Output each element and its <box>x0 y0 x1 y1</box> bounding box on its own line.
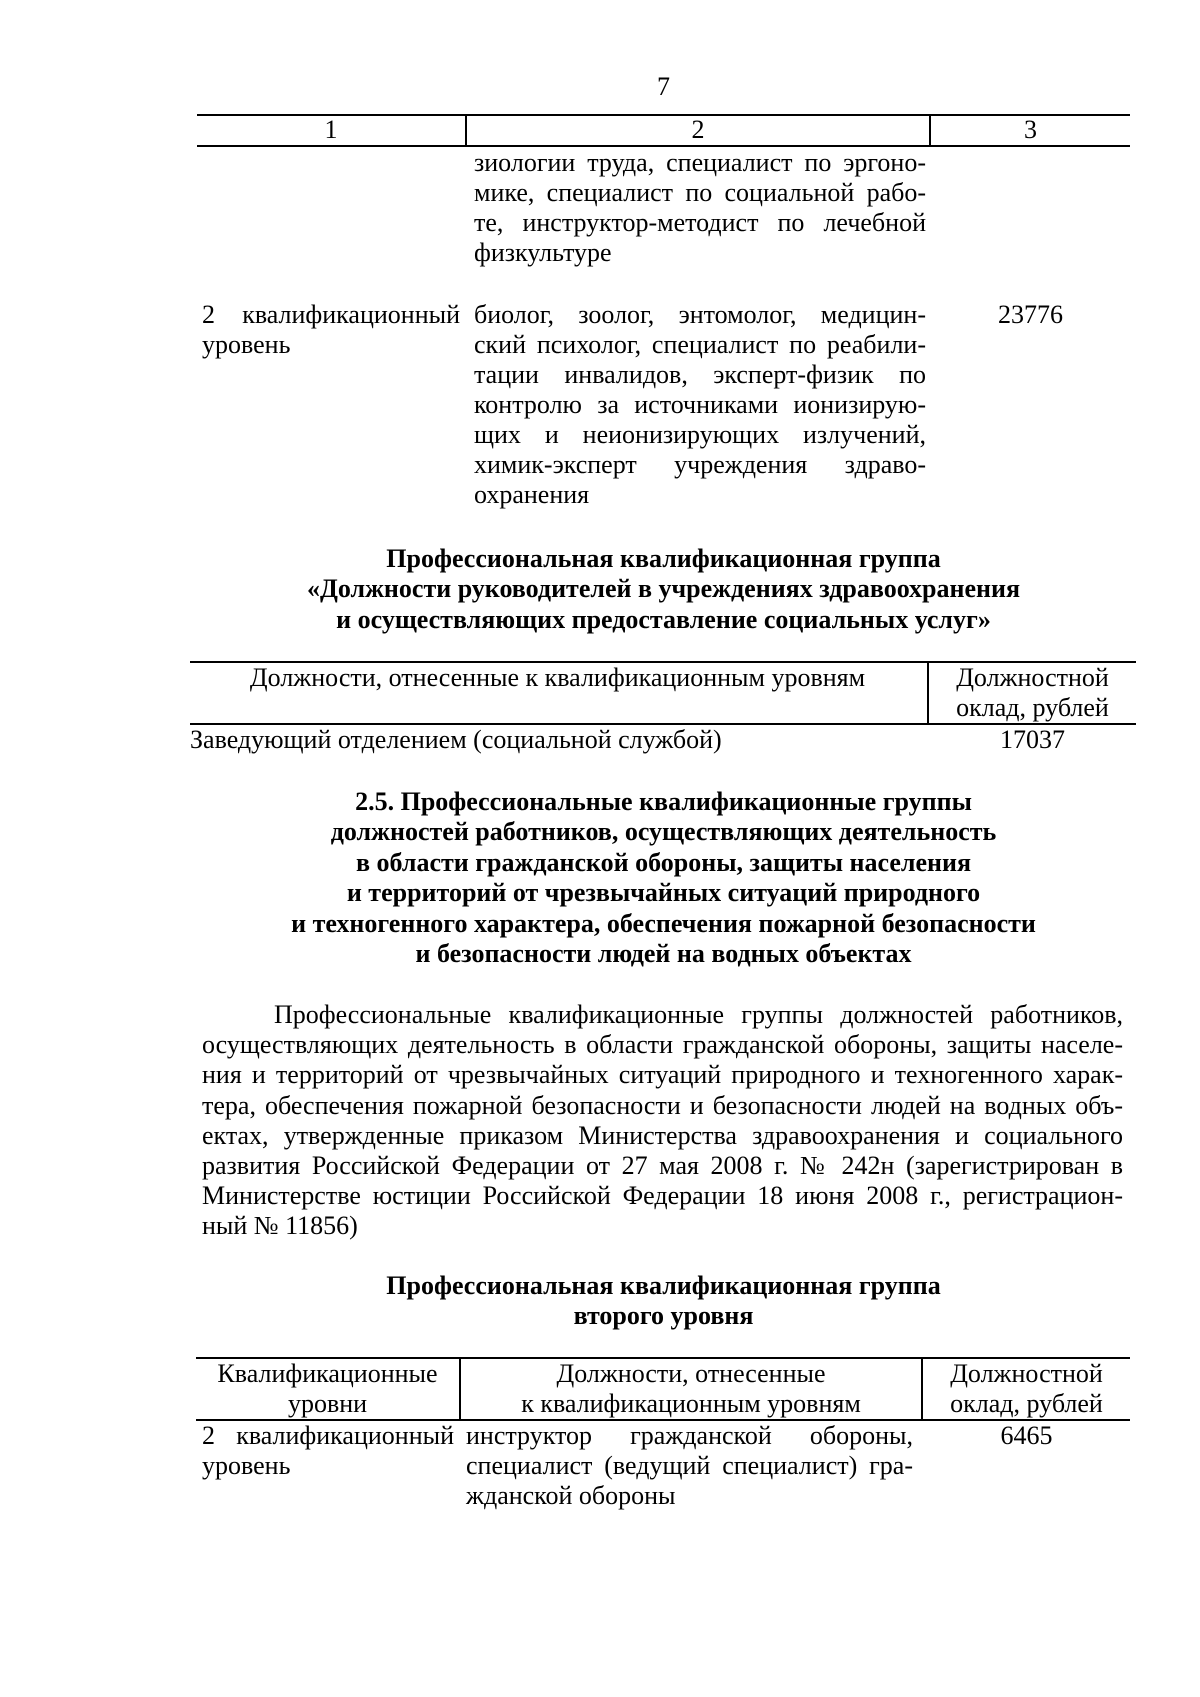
table3-header-salary: Должностной оклад, рублей <box>950 1359 1103 1418</box>
table1-header-col1: 1 <box>324 115 338 144</box>
table2-row-position: Заведующий отделением (социальной службой) <box>190 725 722 754</box>
table2-row-salary: 17037 <box>1000 725 1065 754</box>
table1-header-col3: 3 <box>1024 115 1037 144</box>
table1-row1-salary: 23776 <box>998 300 1063 329</box>
group-heading-managers: Профессиональная квалификационная группа «Должности руководителей в учреждениях здравоохранения и осуществляющих предоставление социальных услуг» <box>306 544 1021 634</box>
table3-row-level: 2 квалификационный уровень <box>202 1421 454 1480</box>
table3-header-levels: Квалификационные уровни <box>217 1359 438 1418</box>
section-heading-2-5: 2.5. Профессиональные квалификационные группы должностей работников, осуществляющих деятельность в области гражданской обороны, защиты населения и территорий от чрезвычайных ситуаций природного и техногенного характера, обеспечения пожарной безопасности и безопасности людей на водных объектах <box>291 787 1036 969</box>
table1-row1-positions: биолог, зоолог, энтомолог, медицин- ский психолог, специалист по реабили- тации инвалидов, эксперт-физик по контролю за источниками ионизирую- щих и неионизирующих излучений, химик-эксперт учреждения здраво- охранения <box>474 300 926 509</box>
table2-header-salary: Должностной оклад, рублей <box>956 663 1109 722</box>
table1-row0-positions: зиологии труда, специалист по эргоно- мике, специалист по социальной рабо- те, инструктор-методист по лечебной физкультуре <box>474 148 926 267</box>
table3-header-positions: Должности, отнесенные к квалификационным уровням <box>521 1359 861 1418</box>
table1-header-border <box>197 145 1130 147</box>
table3-row-salary: 6465 <box>1000 1421 1053 1450</box>
body-paragraph: Профессиональные квалификационные группы должностей работников, осуществляющих деятельность в области гражданской обороны, защиты населе- ния и территорий от чрезвычайных ситуаций природного и техногенного харак- тера, обеспечения пожарной безопасности и безопасности людей на водных объ- ектах, утвержденные приказом Министерства здравоохранения и социального развития Российской Федерации от 27 мая 2008 г. № 242н (зарегистрирован в Министерстве юстиции Российской Федерации 18 июня 2008 г., регистрацион- ный № 11856) <box>202 1000 1123 1241</box>
table1-header-col2: 2 <box>691 115 705 144</box>
group-heading-second-level: Профессиональная квалификационная группа второго уровня <box>386 1271 941 1331</box>
page-number: 7 <box>657 72 670 101</box>
table1-row1-level: 2 квалификационный уровень <box>202 300 460 359</box>
table3-row-positions: инструктор гражданской обороны, специалист (ведущий специалист) гра- жданской обороны <box>466 1421 913 1510</box>
table2-header-positions: Должности, отнесенные к квалификационным уровням <box>249 663 866 692</box>
